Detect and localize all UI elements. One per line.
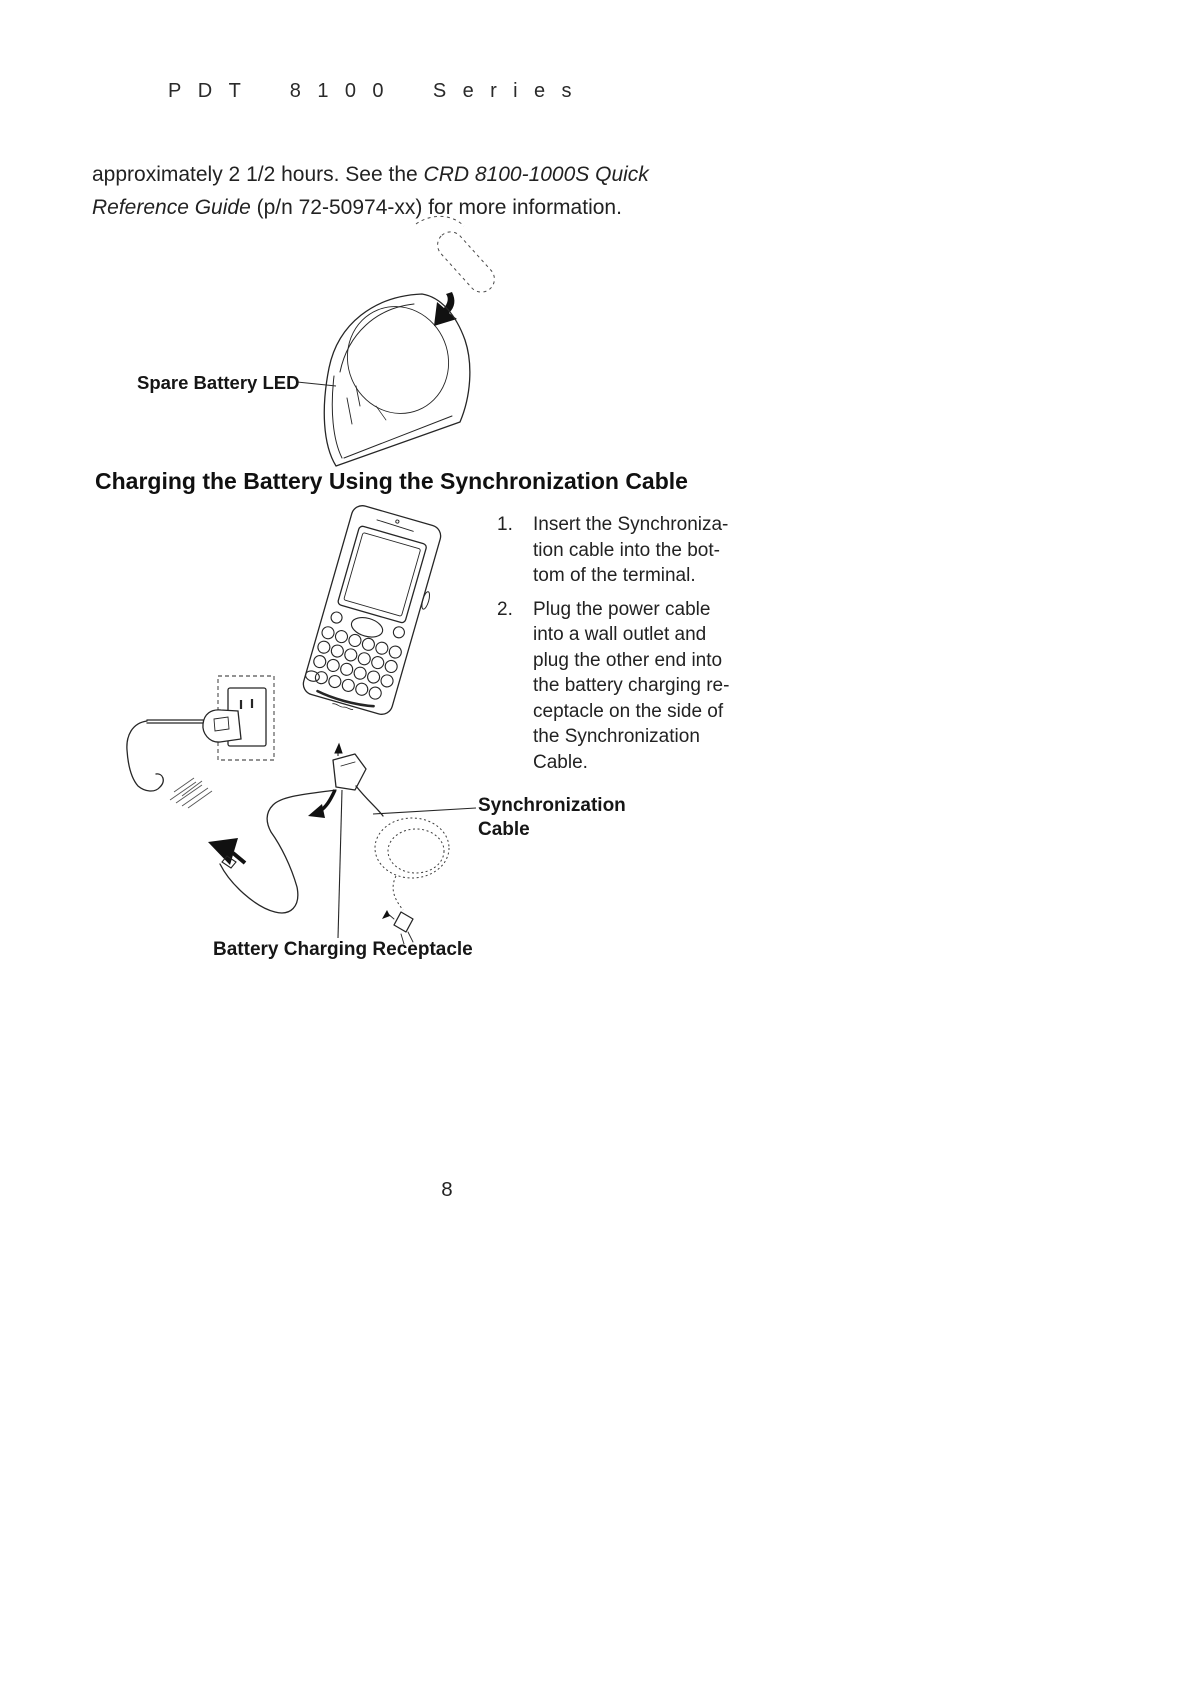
step-item-1 bbox=[497, 512, 777, 589]
step-line: Cable. bbox=[533, 751, 588, 773]
cradle-illustration bbox=[100, 210, 500, 475]
intro-citation: Reference Guide bbox=[92, 196, 251, 219]
step-line: ceptacle on the side of bbox=[533, 700, 724, 722]
battery-receptacle-label: Battery Charging Receptacle bbox=[213, 939, 473, 960]
page-number: 8 bbox=[441, 1178, 453, 1201]
intro-line-1 bbox=[92, 158, 649, 191]
intro-text: (p/n 72-50974-xx) for more information. bbox=[250, 196, 622, 219]
receptacle-leader-line bbox=[338, 790, 342, 938]
section-heading: Charging the Battery Using the Synchronization Cable bbox=[95, 468, 688, 494]
plug-direction-arrow-icon bbox=[208, 838, 245, 868]
spare-battery-leader-line bbox=[297, 382, 336, 386]
spare-battery-dashed-outline bbox=[416, 216, 500, 297]
step-line: into a wall outlet and bbox=[533, 624, 707, 645]
step-number: 2. bbox=[497, 598, 513, 620]
power-cable bbox=[127, 720, 203, 791]
insert-arrow-icon bbox=[434, 292, 457, 326]
step-line: Plug the power cable bbox=[533, 598, 711, 620]
cord-shadow-hatching bbox=[170, 778, 212, 808]
step-line: Insert the Synchroniza- bbox=[533, 514, 729, 535]
scan-key bbox=[349, 614, 385, 640]
spare-battery-led-label: Spare Battery LED bbox=[137, 372, 300, 393]
step-text bbox=[533, 512, 728, 589]
intro-text: approximately 2 1/2 hours. See the bbox=[92, 163, 424, 186]
sync-cable-label-line: Cable bbox=[478, 819, 530, 840]
cable-insert-arrow-icon bbox=[335, 744, 342, 756]
step-line: tion cable into the bot- bbox=[533, 539, 720, 561]
power-plug bbox=[203, 710, 241, 742]
step-line: the Synchronization bbox=[533, 726, 700, 747]
sync-cable bbox=[220, 786, 383, 913]
step-text bbox=[533, 597, 729, 776]
intro-citation: CRD 8100-1000S Quick bbox=[423, 163, 649, 186]
steps-list bbox=[497, 512, 777, 783]
step-number: 1. bbox=[497, 514, 513, 535]
sync-cable-leader-line bbox=[373, 808, 476, 814]
step-line: tom of the terminal. bbox=[533, 565, 696, 586]
step-item-2 bbox=[497, 597, 777, 776]
terminal-illustration bbox=[300, 503, 449, 722]
cable-bend-arrow-icon bbox=[308, 790, 335, 818]
page-header: PDT 8100 Series bbox=[168, 80, 588, 102]
cable-coil bbox=[375, 818, 449, 910]
step-line: the battery charging re- bbox=[533, 675, 730, 696]
sync-cable-label bbox=[478, 794, 626, 842]
sync-cable-label-line: Synchronization bbox=[478, 795, 626, 816]
step-line: plug the other end into bbox=[533, 649, 723, 671]
sync-cable-connector bbox=[333, 754, 366, 790]
